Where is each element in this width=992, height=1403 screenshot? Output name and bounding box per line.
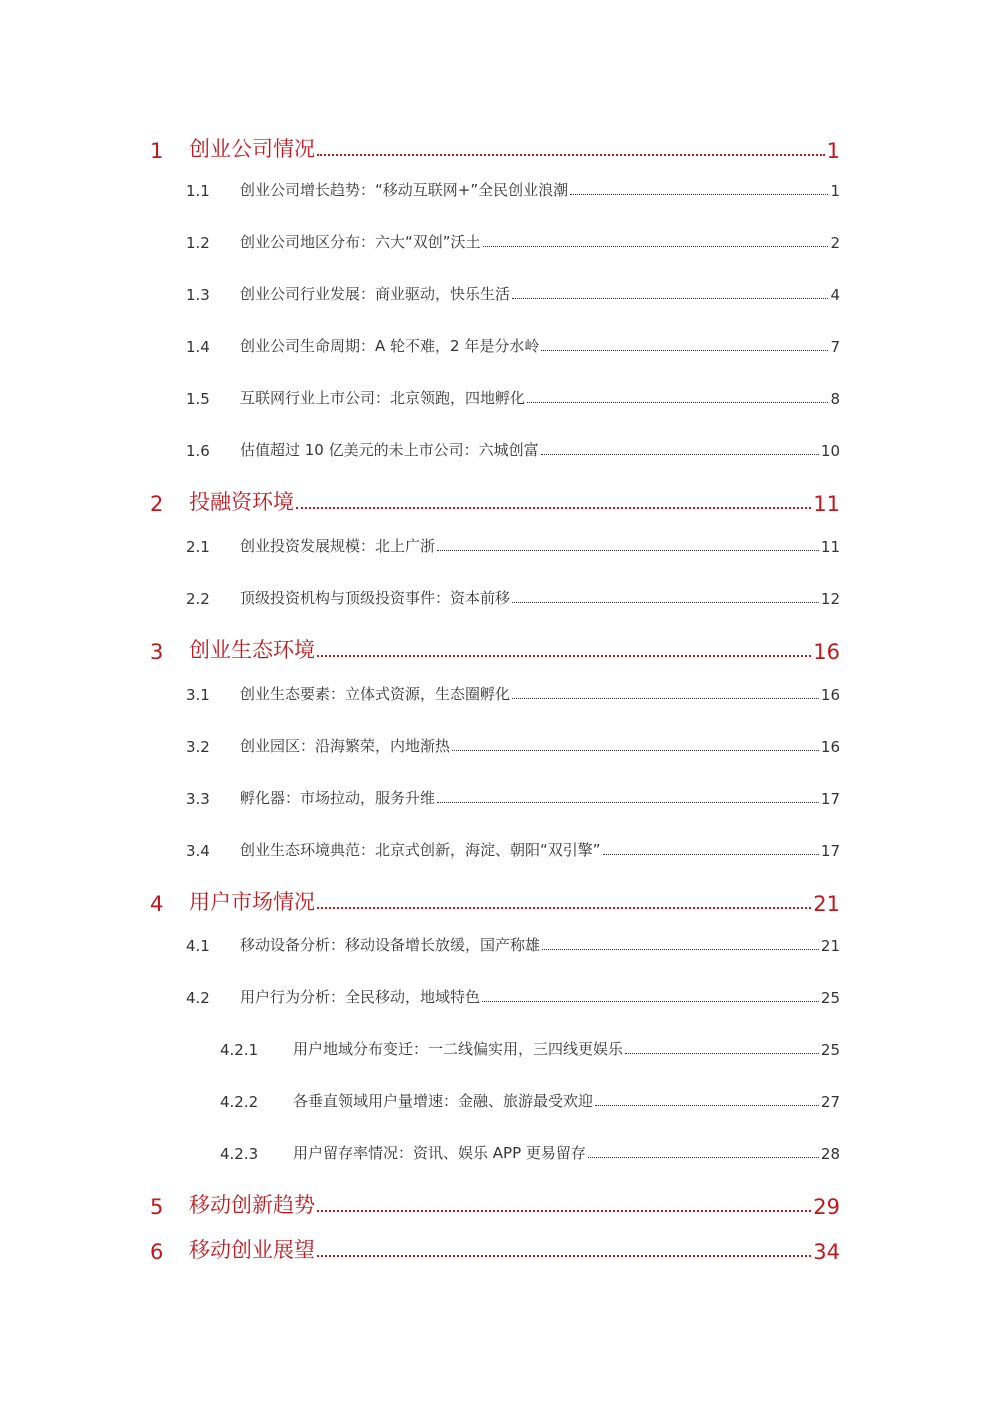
toc-entry-title: 创业公司增长趋势：“移动互联网+”全民创业浪潮 <box>240 181 569 199</box>
toc-dot-leader <box>317 907 811 909</box>
toc-entry-title: 用户行为分析：全民移动，地域特色 <box>240 988 481 1006</box>
toc-entry-page: 17 <box>820 790 840 808</box>
toc-entry-title: 创业公司地区分布：六大“双创”沃土 <box>240 233 481 251</box>
toc-entry-title: 创业生态要素：立体式资源，生态圈孵化 <box>240 685 511 703</box>
toc-entry-number: 2.1 <box>186 538 210 556</box>
toc-entry-title: 创业投资发展规模：北上广浙 <box>240 537 436 555</box>
toc-entry-page: 16 <box>813 640 840 664</box>
toc-dot-leader <box>317 154 825 156</box>
toc-entry-number: 4.2.1 <box>220 1041 259 1059</box>
toc-dot-leader <box>317 1210 811 1212</box>
toc-entry-page: 29 <box>813 1195 840 1219</box>
toc-entry-number: 2.2 <box>186 590 210 608</box>
toc-entry-number: 1.5 <box>186 390 210 408</box>
toc-entry-title: 用户留存率情况：资讯、娱乐 APP 更易留存 <box>293 1144 586 1162</box>
toc-entry-number: 3.2 <box>186 738 210 756</box>
toc-entry-title: 移动创新趋势 <box>189 1193 315 1217</box>
toc-entry-number: 4.2 <box>186 989 210 1007</box>
toc-entry-page: 7 <box>830 338 840 356</box>
toc-entry-number: 3 <box>150 640 164 664</box>
toc-entry-page: 27 <box>820 1093 840 1111</box>
toc-entry-number: 1.4 <box>186 338 210 356</box>
toc-entry[interactable] <box>186 284 840 304</box>
toc-entry[interactable] <box>150 488 840 516</box>
toc-entry-page: 10 <box>820 442 840 460</box>
toc-entry[interactable] <box>150 135 840 163</box>
toc-entry-number: 3.4 <box>186 842 210 860</box>
toc-entry-title: 估值超过 10 亿美元的未上市公司：六城创富 <box>240 441 539 459</box>
toc-entry[interactable] <box>220 1039 840 1059</box>
toc-entry-number: 1.2 <box>186 234 210 252</box>
toc-entry-number: 2 <box>150 492 164 516</box>
toc-dot-leader <box>625 1053 819 1054</box>
toc-entry-title: 创业公司行业发展：商业驱动，快乐生活 <box>240 285 511 303</box>
toc-entry-title: 移动设备分析：移动设备增长放缓，国产称雄 <box>240 936 541 954</box>
toc-entry[interactable] <box>186 684 840 704</box>
toc-entry-title: 各垂直领域用户量增速：金融、旅游最受欢迎 <box>293 1092 594 1110</box>
toc-entry[interactable] <box>186 336 840 356</box>
toc-dot-leader <box>317 655 811 657</box>
toc-entry[interactable] <box>220 1143 840 1163</box>
toc-entry-number: 4.2.3 <box>220 1145 259 1163</box>
toc-entry-page: 16 <box>820 686 840 704</box>
toc-dot-leader <box>541 454 819 455</box>
toc-entry-page: 1 <box>826 139 840 163</box>
toc-entry[interactable] <box>186 935 840 955</box>
toc-entry[interactable] <box>186 588 840 608</box>
toc-entry-page: 4 <box>830 286 840 304</box>
toc-entry-number: 1 <box>150 139 164 163</box>
toc-entry[interactable] <box>150 636 840 664</box>
toc-dot-leader <box>512 602 819 603</box>
toc-dot-leader <box>512 298 828 299</box>
toc-entry[interactable] <box>186 736 840 756</box>
toc-dot-leader <box>296 507 811 509</box>
toc-entry-page: 1 <box>830 182 840 200</box>
toc-entry-page: 21 <box>820 937 840 955</box>
toc-dot-leader <box>541 350 828 351</box>
toc-entry-page: 21 <box>813 892 840 916</box>
toc-entry-title: 创业公司情况 <box>189 137 315 161</box>
toc-dot-leader <box>437 550 819 551</box>
toc-entry-number: 5 <box>150 1195 164 1219</box>
toc-entry[interactable] <box>186 440 840 460</box>
toc-entry[interactable] <box>186 536 840 556</box>
toc-entry-title: 移动创业展望 <box>189 1238 315 1262</box>
toc-dot-leader <box>437 802 819 803</box>
toc-dot-leader <box>588 1157 819 1158</box>
toc-entry-title: 孵化器：市场拉动，服务升维 <box>240 789 436 807</box>
toc-entry[interactable] <box>186 232 840 252</box>
toc-entry[interactable] <box>186 987 840 1007</box>
toc-entry-page: 2 <box>830 234 840 252</box>
toc-entry[interactable] <box>150 888 840 916</box>
toc-entry-number: 3.1 <box>186 686 210 704</box>
toc-entry-title: 顶级投资机构与顶级投资事件：资本前移 <box>240 589 511 607</box>
toc-entry-number: 3.3 <box>186 790 210 808</box>
toc-entry-number: 4 <box>150 892 164 916</box>
toc-entry-number: 1.3 <box>186 286 210 304</box>
toc-entry-number: 4.2.2 <box>220 1093 259 1111</box>
toc-entry-page: 12 <box>820 590 840 608</box>
toc-entry[interactable] <box>150 1191 840 1219</box>
toc-entry[interactable] <box>186 180 840 200</box>
toc-entry[interactable] <box>150 1236 840 1264</box>
toc-entry-page: 25 <box>820 989 840 1007</box>
toc-entry-page: 25 <box>820 1041 840 1059</box>
toc-entry-title: 创业生态环境典范：北京式创新，海淀、朝阳“双引擎” <box>240 841 601 859</box>
toc-dot-leader <box>512 698 819 699</box>
toc-dot-leader <box>452 750 819 751</box>
toc-entry-title: 用户市场情况 <box>189 890 315 914</box>
toc-entry-number: 1.6 <box>186 442 210 460</box>
toc-entry-page: 11 <box>813 492 840 516</box>
toc-entry[interactable] <box>186 788 840 808</box>
toc-entry-page: 17 <box>820 842 840 860</box>
toc-dot-leader <box>542 949 819 950</box>
toc-entry-title: 用户地域分布变迁：一二线偏实用，三四线更娱乐 <box>293 1040 624 1058</box>
toc-dot-leader <box>482 1001 819 1002</box>
toc-entry-number: 1.1 <box>186 182 210 200</box>
toc-entry-title: 创业生态环境 <box>189 638 315 662</box>
toc-entry-number: 6 <box>150 1240 164 1264</box>
toc-dot-leader <box>603 854 819 855</box>
toc-entry-page: 28 <box>820 1145 840 1163</box>
toc-dot-leader <box>483 246 829 247</box>
toc-entry-number: 4.1 <box>186 937 210 955</box>
toc-entry-page: 11 <box>820 538 840 556</box>
toc-entry-title: 创业公司生命周期：A 轮不难，2 年是分水岭 <box>240 337 540 355</box>
toc-entry-page: 8 <box>830 390 840 408</box>
toc-entry-page: 34 <box>813 1240 840 1264</box>
toc-dot-leader <box>317 1255 811 1257</box>
toc-dot-leader <box>527 402 828 403</box>
toc-entry-title: 互联网行业上市公司：北京领跑，四地孵化 <box>240 389 526 407</box>
toc-entry[interactable] <box>220 1091 840 1111</box>
toc-entry-page: 16 <box>820 738 840 756</box>
toc-dot-leader <box>570 194 828 195</box>
toc-entry-title: 投融资环境 <box>189 490 294 514</box>
toc-entry-title: 创业园区：沿海繁荣，内地渐热 <box>240 737 451 755</box>
toc-entry[interactable] <box>186 388 840 408</box>
toc-entry[interactable] <box>186 840 840 860</box>
toc-dot-leader <box>595 1105 819 1106</box>
